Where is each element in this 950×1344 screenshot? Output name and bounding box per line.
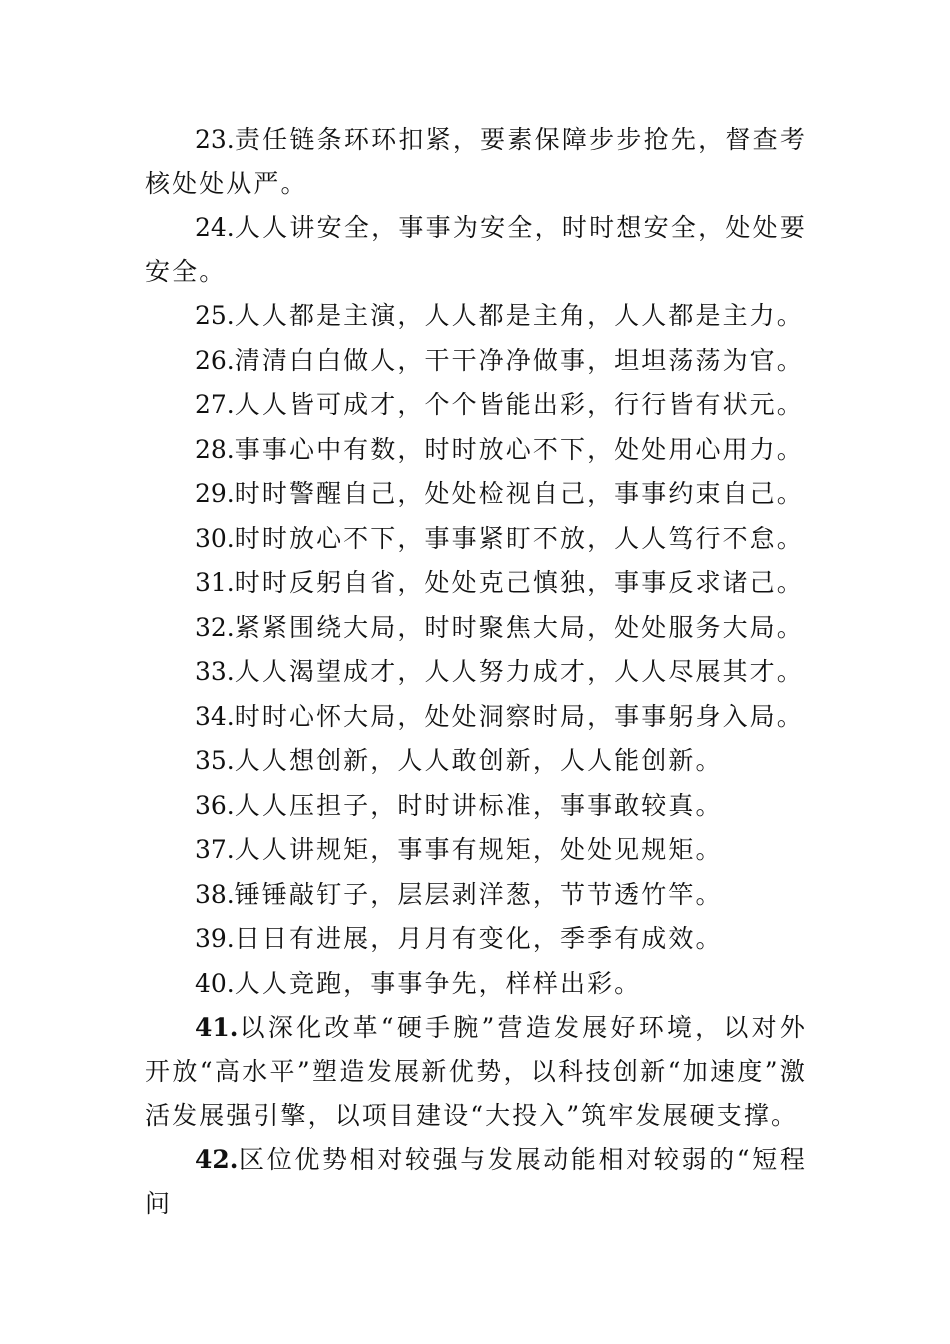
item-text: 人人皆可成才，个个皆能出彩，行行皆有状元。 [234, 390, 804, 419]
item-text: 人人渴望成才，人人努力成才，人人尽展其才。 [234, 657, 804, 686]
list-item-39 [145, 917, 807, 962]
item-text: 人人压担子，时时讲标准，事事敢较真。 [234, 790, 723, 820]
item-number: 32. [195, 612, 235, 642]
item-number: 33. [195, 657, 235, 686]
item-number: 34. [195, 701, 235, 731]
list-item-33 [145, 650, 807, 695]
list-item-34 [145, 695, 807, 740]
list-item-23 [145, 118, 807, 206]
item-number: 24. [195, 213, 235, 242]
list-item-28 [145, 428, 807, 473]
item-text: 人人都是主演，人人都是主角，人人都是主力。 [234, 301, 804, 330]
document-body [145, 118, 807, 1226]
list-item-35 [145, 739, 807, 784]
item-number: 36. [195, 790, 235, 820]
item-text: 日日有进展，月月有变化，季季有成效。 [234, 924, 723, 953]
list-item-24 [145, 206, 807, 294]
list-item-36 [145, 784, 807, 829]
item-text: 区位优势相对较强与发展动能相对较弱的“短程问 [145, 1145, 807, 1218]
item-text: 以深化改革“硬手腕”营造发展好环境，以对外开放“高水平”塑造发展新优势，以科技创新“加速度”激活发展强引擎，以项目建设“大投入”筑牢发展硬支撑。 [145, 1013, 807, 1130]
item-text: 责任链条环环扣紧，要素保障步步抢先，督查考核处处从严。 [145, 125, 807, 198]
list-item-42 [145, 1138, 807, 1226]
item-text: 锤锤敲钉子，层层剥洋葱，节节透竹竿。 [234, 879, 723, 909]
item-number: 31. [195, 568, 235, 597]
list-item-38 [145, 873, 807, 918]
item-number: 25. [195, 301, 235, 330]
list-item-30 [145, 517, 807, 562]
item-text: 时时警醒自己，处处检视自己，事事约束自己。 [234, 479, 804, 508]
list-item-25 [145, 294, 807, 339]
item-number: 30. [195, 523, 235, 553]
item-text: 清清白白做人，干干净净做事，坦坦荡荡为官。 [234, 345, 804, 375]
list-item-40 [145, 962, 807, 1007]
item-number: 23. [195, 125, 235, 154]
item-number: 39. [195, 924, 235, 953]
item-text: 人人讲安全，事事为安全，时时想安全，处处要安全。 [145, 213, 807, 286]
item-number: 35. [195, 746, 235, 775]
item-number: 37. [195, 835, 235, 864]
list-item-41 [145, 1006, 807, 1138]
item-text: 人人竞跑，事事争先，样样出彩。 [234, 968, 642, 998]
item-number: 29. [195, 479, 235, 508]
list-item-26 [145, 339, 807, 384]
item-number: 42. [195, 1145, 239, 1174]
list-item-32 [145, 606, 807, 651]
item-text: 事事心中有数，时时放心不下，处处用心用力。 [234, 434, 804, 464]
item-text: 时时反躬自省，处处克己慎独，事事反求诸己。 [234, 568, 804, 597]
list-item-27 [145, 383, 807, 428]
item-text: 时时放心不下，事事紧盯不放，人人笃行不怠。 [234, 523, 804, 553]
list-item-31 [145, 561, 807, 606]
item-number: 27. [195, 390, 235, 419]
item-number: 28. [195, 434, 235, 464]
list-item-37 [145, 828, 807, 873]
item-text: 人人想创新，人人敢创新，人人能创新。 [234, 746, 723, 775]
list-item-29 [145, 472, 807, 517]
item-text: 时时心怀大局，处处洞察时局，事事躬身入局。 [234, 701, 804, 731]
item-number: 38. [195, 879, 235, 909]
item-text: 人人讲规矩，事事有规矩，处处见规矩。 [234, 835, 723, 864]
item-number: 40. [195, 968, 235, 998]
item-number: 26. [195, 345, 235, 375]
item-text: 紧紧围绕大局，时时聚焦大局，处处服务大局。 [234, 612, 804, 642]
item-number: 41. [195, 1013, 239, 1042]
